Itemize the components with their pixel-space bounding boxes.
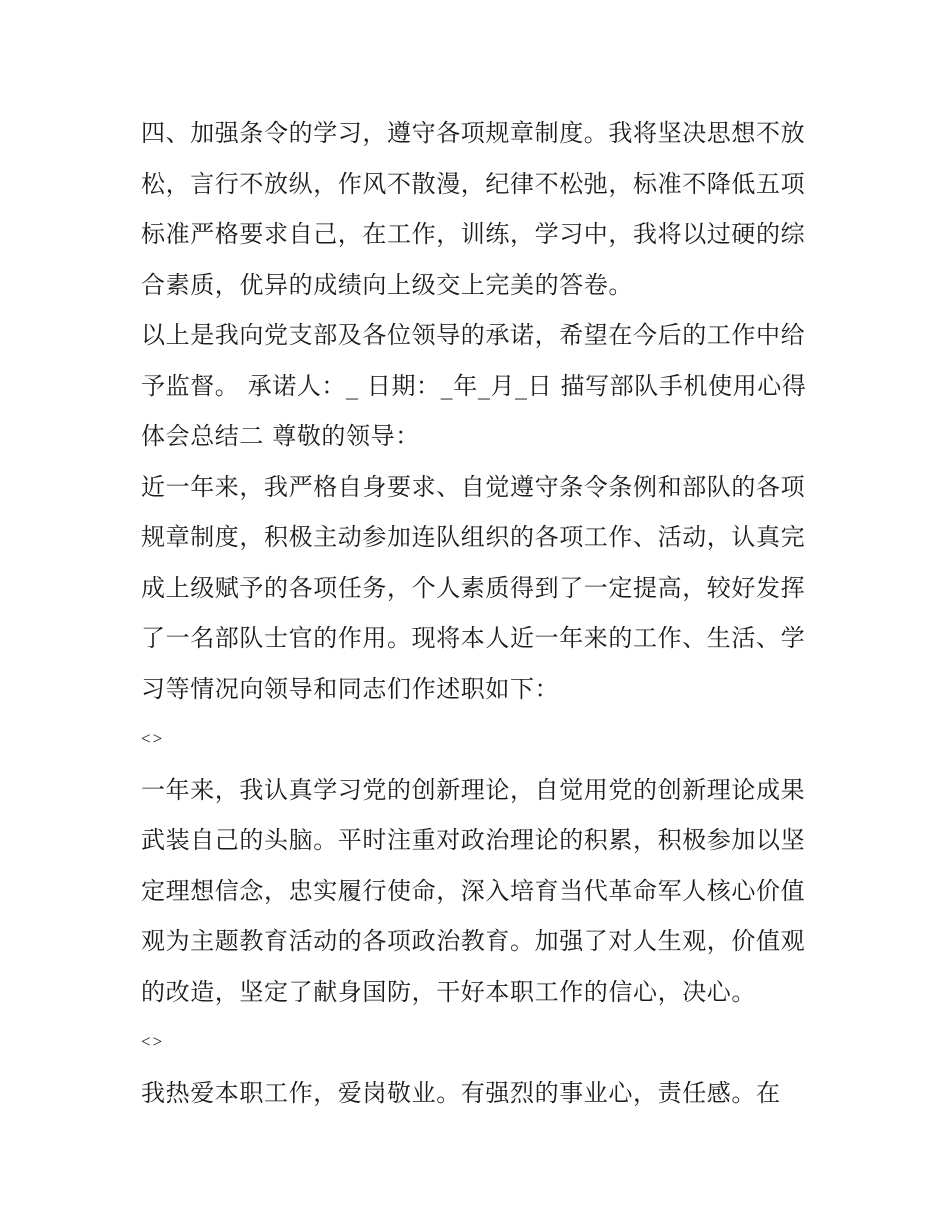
- text-line: 合素质，优异的成绩向上级交上完美的答卷。: [141, 270, 633, 299]
- text-line: 予监督。 承诺人：_ 日期：_年_月_日 描写部队手机使用心得: [141, 371, 807, 400]
- text-line: 一年来，我认真学习党的创新理论，自觉用党的创新理论成果: [141, 775, 806, 804]
- text-line: 习等情况向领导和同志们作述职如下：: [141, 674, 560, 703]
- text-line: 松，言行不放纵，作风不散漫，纪律不松弛，标准不降低五项: [141, 169, 806, 198]
- document-body: [141, 108, 831, 1118]
- text-line: 四、加强条令的学习，遵守各项规章制度。我将坚决思想不放: [141, 119, 806, 147]
- text-line: 标准严格要求自己，在工作，训练，学习中，我将以过硬的综: [141, 220, 806, 248]
- section-marker: <>: [141, 1032, 165, 1051]
- text-line: 成上级赋予的各项任务，个人素质得到了一定提高，较好发挥: [141, 573, 806, 602]
- text-line: 近一年来，我严格自身要求、自觉遵守条令条例和部队的各项: [141, 472, 806, 501]
- text-line: 观为主题教育活动的各项政治教育。加强了对人生观，价值观: [141, 927, 806, 955]
- text-line: 体会总结二 尊敬的领导：: [141, 422, 420, 450]
- text-line: 了一名部队士官的作用。现将本人近一年来的工作、生活、学: [141, 624, 806, 652]
- section-marker: <>: [141, 729, 165, 748]
- text-line: 武装自己的头脑。平时注重对政治理论的积累，积极参加以坚: [141, 826, 806, 854]
- text-line: 我热爱本职工作，爱岗敬业。有强烈的事业心，责任感。在: [141, 1078, 781, 1107]
- text-line: 规章制度，积极主动参加连队组织的各项工作、活动，认真完: [141, 523, 806, 551]
- text-line: 以上是我向党支部及各位领导的承诺，希望在今后的工作中给: [141, 321, 806, 349]
- text-line: 的改造，坚定了献身国防，干好本职工作的信心，决心。: [141, 977, 756, 1006]
- text-line: 定理想信念，忠实履行使命，深入培育当代革命军人核心价值: [141, 876, 806, 905]
